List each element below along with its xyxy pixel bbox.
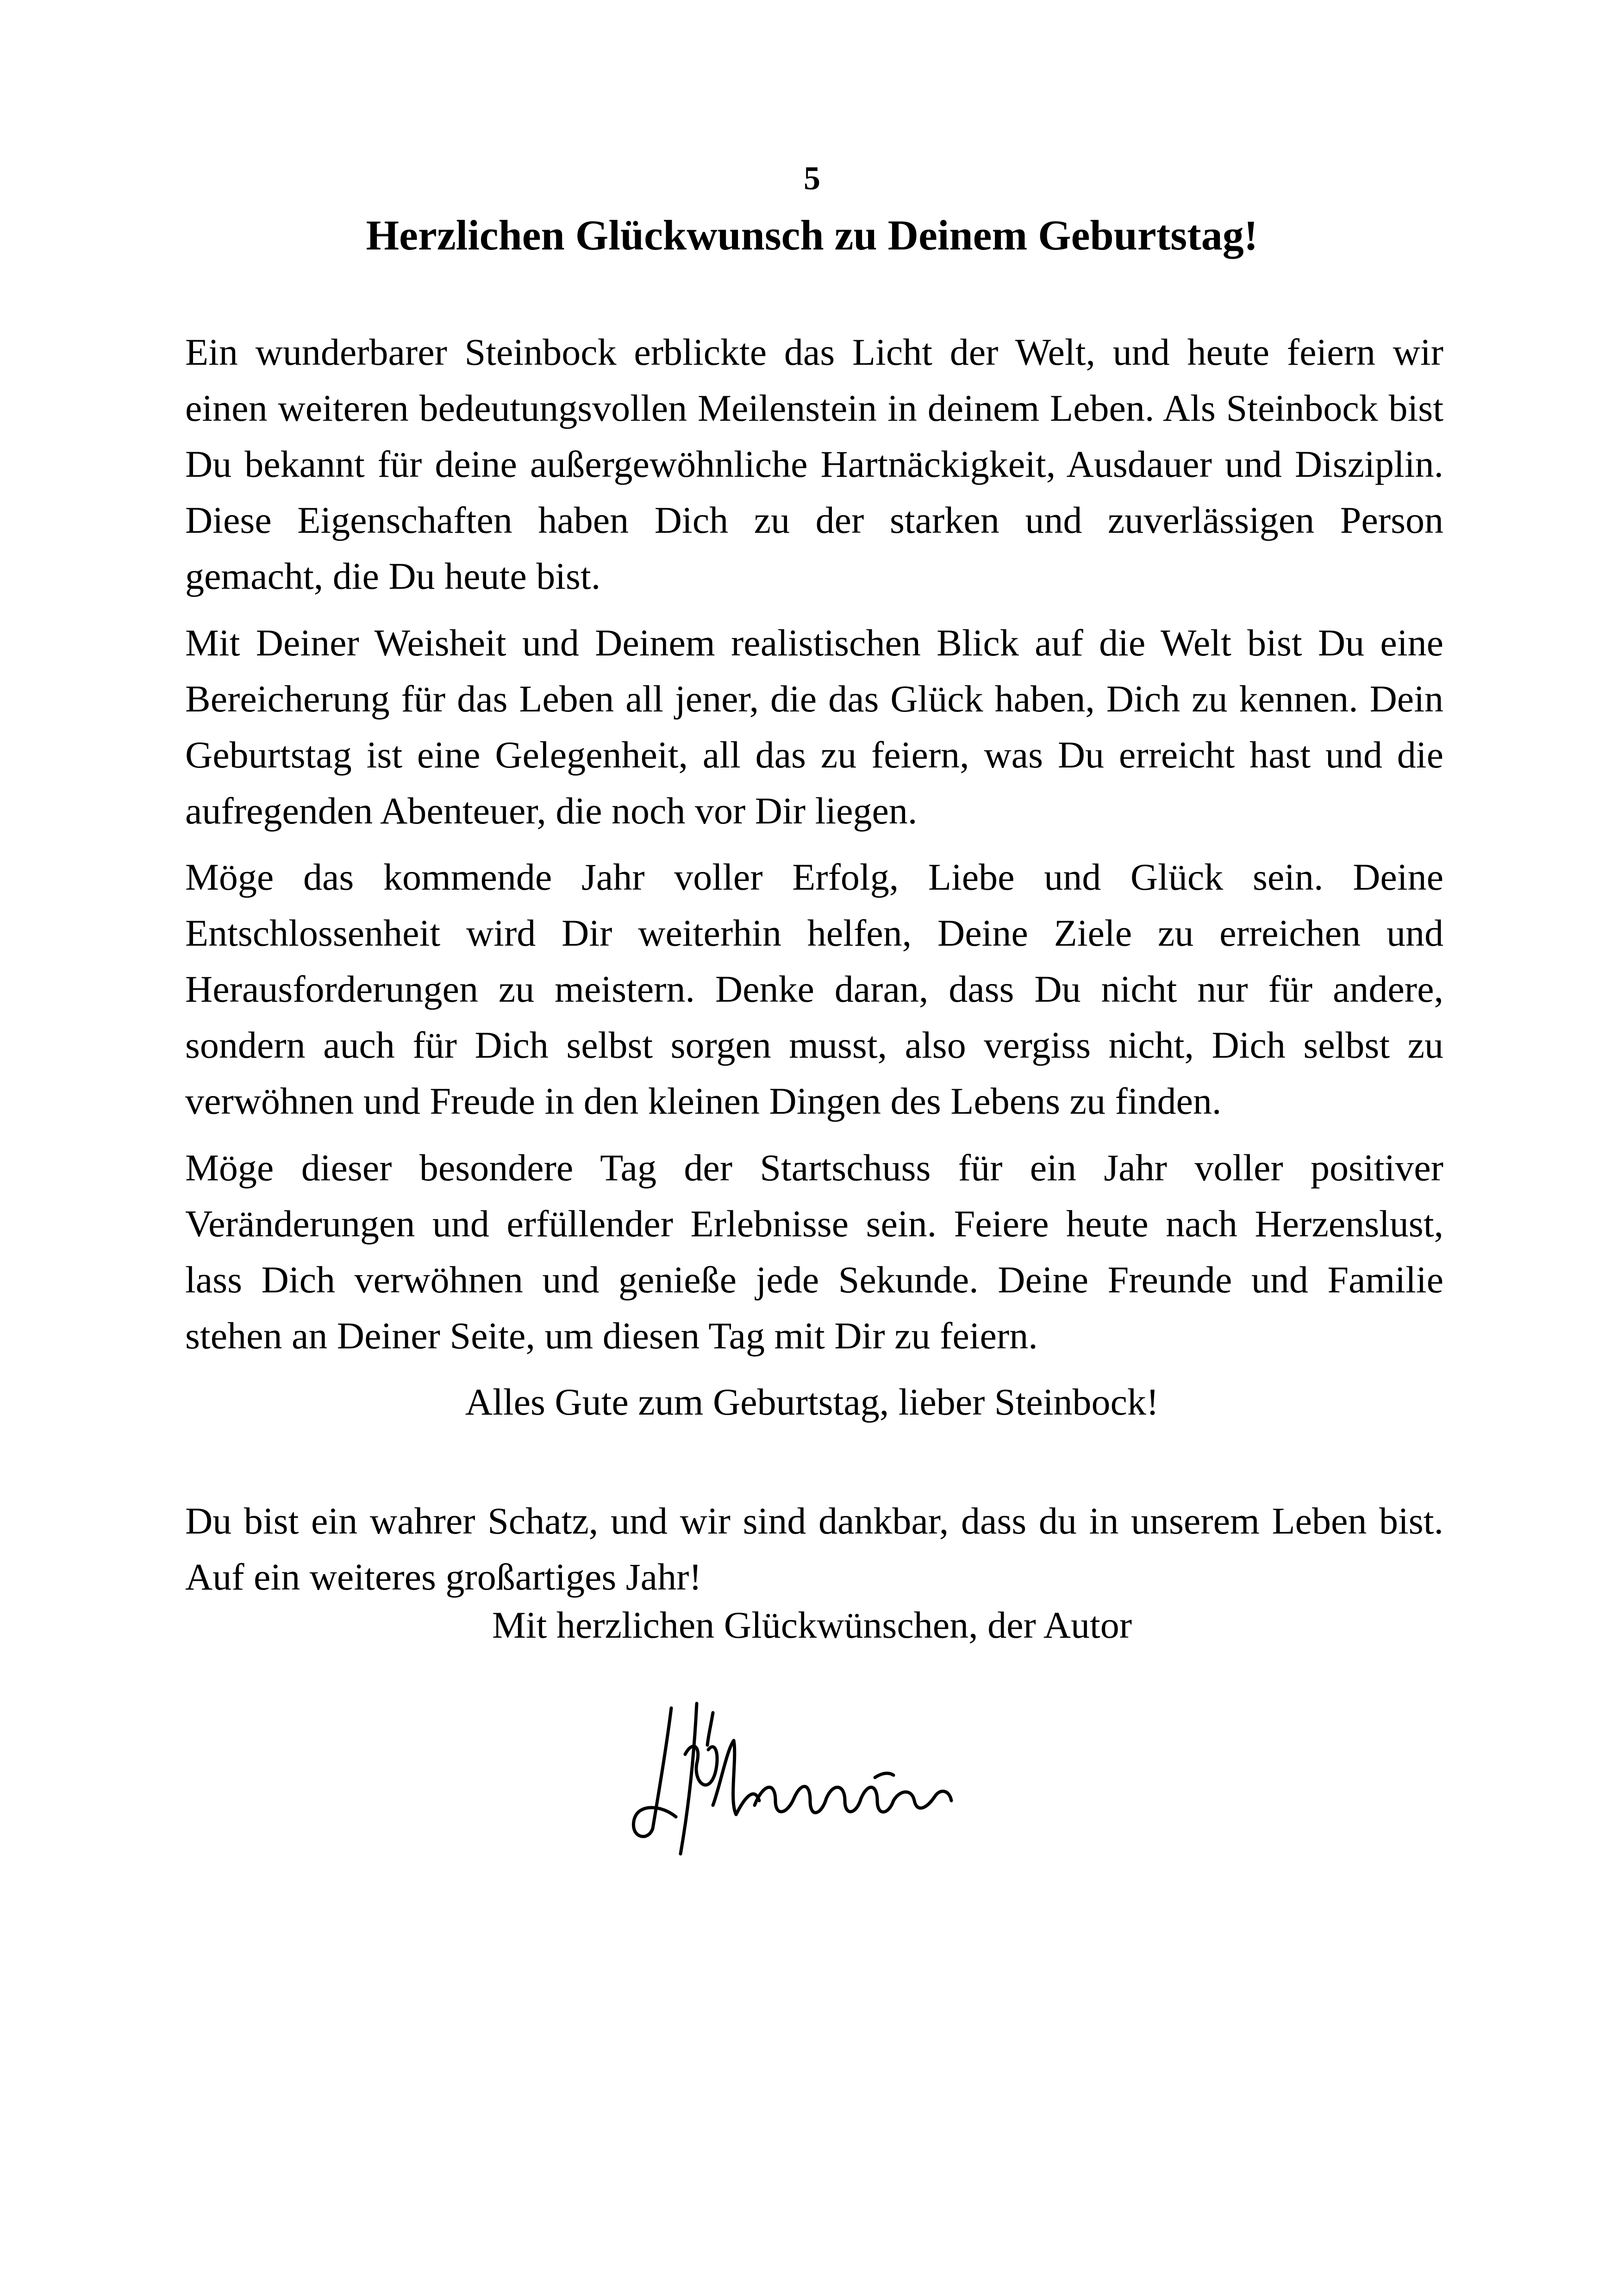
page-number: 5 [804,160,820,197]
closing-line: Mit herzlichen Glückwünschen, der Autor [492,1604,1132,1646]
birthday-wish-line: Alles Gute zum Geburtstag, lieber Steinbock! [465,1381,1159,1423]
handwritten-signature [616,1690,977,1865]
page-title: Herzlichen Glückwunsch zu Deinem Geburtstag! [366,212,1258,259]
paragraph-1: Ein wunderbarer Steinbock erblickte das Licht der Welt, und heute feiern wir einen weiteren bedeutungsvollen Meilenstein in deinem Leben. Als Steinbock bist Du bekannt für deine außergewöhnliche Hartnäckigkeit, Ausdauer und Disziplin. Diese Eigenschaften haben Dich zu der starken und zuverlässigen Person gemacht, die Du heute bist. [185,331,1443,597]
final-paragraph: Du bist ein wahrer Schatz, und wir sind dankbar, dass du in unserem Leben bist. Auf ein weiteres großartiges Jahr! [185,1500,1443,1598]
paragraph-2: Mit Deiner Weisheit und Deinem realistischen Blick auf die Welt bist Du eine Bereicherung für das Leben all jener, die das Glück haben, Dich zu kennen. Dein Geburtstag ist eine Gelegenheit, all das zu feiern, was Du erreicht hast und die aufregenden Abenteuer, die noch vor Dir liegen. [185,622,1443,832]
paragraph-3: Möge das kommende Jahr voller Erfolg, Liebe und Glück sein. Deine Entschlossenheit wird Dir weiterhin helfen, Deine Ziele zu erreichen und Herausforderungen zu meistern. Denke daran, dass Du nicht nur für andere, sondern auch für Dich selbst sorgen musst, also vergiss nicht, Dich selbst zu verwöhnen und Freude in den kleinen Dingen des Lebens zu finden. [185,856,1443,1122]
paragraph-4: Möge dieser besondere Tag der Startschuss für ein Jahr voller positiver Veränderungen und erfüllender Erlebnisse sein. Feiere heute nach Herzenslust, lass Dich verwöhnen und genieße jede Sekunde. Deine Freunde und Familie stehen an Deiner Seite, um diesen Tag mit Dir zu feiern. [185,1147,1443,1357]
